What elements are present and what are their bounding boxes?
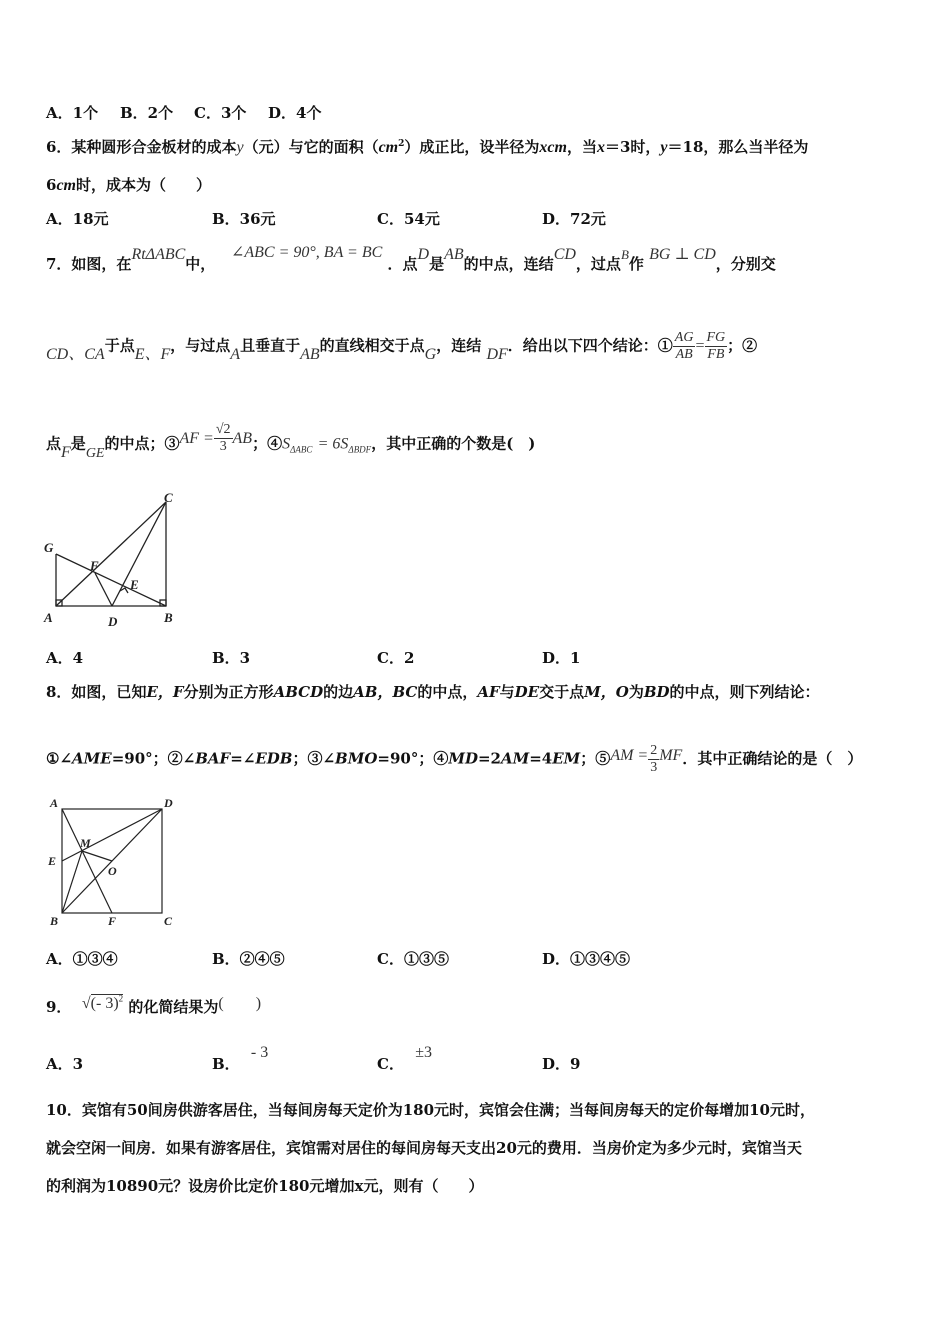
q7-text: ．给出以下四个结论：①: [507, 336, 673, 355]
q9-radicand: (- 3): [90, 995, 119, 1012]
q7-line2: [46, 330, 757, 363]
q8-fig-seg-af: [62, 809, 112, 913]
q7-point-g: G: [424, 345, 437, 363]
q7-frac2-den: FB: [707, 347, 725, 362]
q9-option-a: A．3: [46, 1055, 84, 1073]
q6-xcm: xcm: [539, 139, 567, 156]
q7-frac1-num: AG: [674, 330, 694, 345]
q7-af: AF =: [179, 429, 214, 447]
q7-text: ，其中正确的个数是( ): [371, 434, 536, 453]
q6-line2: [46, 174, 211, 195]
q6-text: ＝3时，: [604, 138, 661, 156]
q8-text: =90°；④: [377, 749, 449, 768]
q6-option-c: C．54元: [377, 210, 440, 228]
q7-text: 于点: [104, 336, 135, 355]
q8-points-mo: M，O: [584, 683, 629, 701]
q9-option-c-value: ±3: [415, 1044, 432, 1061]
q8-fraction-2-3: [648, 743, 659, 776]
q7-points-ef: E、F: [134, 345, 171, 363]
q8-option-c: C．①③⑤: [377, 950, 449, 968]
q8-text: ．其中正确结论的是（ ）: [682, 749, 863, 768]
q8-text: 的中点，则下列结论：: [669, 683, 820, 701]
q6-text: （元）与它的面积（: [243, 138, 379, 156]
q8-text: 为: [628, 683, 644, 701]
q7-text: 且垂直于: [240, 336, 301, 355]
q6-option-d: D．72元: [542, 210, 606, 228]
q7-seg-cd-ca: CD、CA: [46, 345, 105, 363]
q8-option-d: D．①③④⑤: [542, 950, 631, 968]
q7-fraction-fg-fb: [705, 330, 728, 363]
q8-seg-af: AF: [477, 683, 500, 701]
q8-fig-label-a: A: [50, 796, 59, 810]
q5-option-b: B．2个: [120, 104, 174, 122]
q8-angle-ame: AME: [72, 749, 112, 768]
q7-text: ，过点: [575, 255, 621, 273]
q7-frac2-num: FG: [706, 330, 726, 345]
q9-text: 9．: [46, 998, 72, 1016]
q8-fig-label-b: B: [50, 914, 59, 928]
q6-text: 6．某种圆形合金板材的成本: [46, 138, 237, 156]
q8-fig-label-o: O: [108, 864, 117, 878]
q7-seg-ab: AB: [232, 429, 253, 447]
q10-line1: 10．宾馆有50间房供游客居住，当每间房每天定价为180元时，宾馆会住满；当每间房每天的定价每增加10元时，: [46, 1101, 815, 1119]
q5-option-d: D．4个: [268, 104, 322, 122]
q7-seg-ab: AB: [444, 246, 464, 263]
q9-option-b: [212, 1044, 269, 1074]
q9-line: [46, 994, 261, 1017]
q8-sides: AB，BC: [353, 683, 418, 701]
q8-fig-label-d: D: [164, 796, 173, 810]
q7-text: 的直线相交于点: [319, 336, 425, 355]
q7-text: ，与过点: [170, 336, 231, 355]
q7-text: 的中点，连结: [463, 255, 554, 273]
q8-fig-label-m: M: [80, 836, 91, 850]
q9-option-c: [377, 1044, 432, 1074]
q7-text: 7．如图，在: [46, 255, 132, 273]
q7-seg-df: DF: [486, 345, 508, 363]
q7-area-s: S: [282, 435, 291, 453]
q7-point-b: B: [620, 247, 629, 262]
q7-condition: ∠ABC = 90°, BA = BC: [230, 244, 383, 261]
q8-text: 8．如图，已知: [46, 683, 147, 701]
q8-text: =2: [477, 749, 501, 768]
q8-points-ef: E，F: [146, 683, 184, 701]
q9-option-b-label: B．: [212, 1055, 240, 1073]
q8-line1: [46, 681, 820, 702]
q7-fig-label-b: B: [164, 610, 173, 625]
q7-fig-seg-ac: [56, 502, 166, 606]
q7-fig-label-f: F: [90, 558, 99, 573]
q7-text: 是: [70, 434, 86, 453]
q7-bg-perp: BG ⊥ CD: [649, 246, 716, 263]
q7-fig-label-e: E: [130, 577, 139, 592]
q8-fig-label-f: F: [108, 914, 117, 928]
q6-text: ，当: [566, 138, 597, 156]
q8-text: 分别为正方形: [183, 683, 274, 701]
q7-text: 作: [628, 255, 644, 273]
q6-unit: cm: [56, 177, 76, 194]
q7-eq6: = 6S: [317, 435, 349, 453]
q7-line3: [46, 422, 536, 461]
q9-sup: 2: [118, 993, 124, 1004]
q9-sqrt-icon: √: [81, 995, 91, 1012]
q9-sqrt-expression: [82, 995, 123, 1012]
q6-sup: 2: [398, 139, 405, 149]
q6-text: ）成正比，设半径为: [404, 138, 540, 156]
q9-paren: ( ): [218, 995, 262, 1012]
q6-line1: [46, 136, 808, 157]
q8-text: 与: [499, 683, 515, 701]
q7-point-a: A: [230, 345, 241, 363]
q10-line3: 的利润为10890元？设房价比定价180元增加x元，则有（ ）: [46, 1177, 484, 1195]
q7-seg-ab: AB: [300, 345, 320, 363]
q9-option-b-value: - 3: [250, 1044, 269, 1061]
q7-text: 点: [46, 434, 62, 453]
q8-fig-seg-ed: [62, 809, 162, 861]
q7-fraction-ag-ab: [673, 330, 696, 363]
q8-fig-seg-bm: [62, 851, 82, 913]
q10-line2: 就会空闲一间房．如果有游客居住，宾馆需对居住的每间房每天支出20元的费用．当房价定为多少元时，宾馆当天: [46, 1139, 802, 1157]
q9-option-d: D．9: [542, 1055, 581, 1073]
q7-fig-label-d: D: [108, 614, 118, 629]
q7-sub-bdf: ΔBDF: [348, 444, 372, 455]
q8-text: ①∠: [46, 749, 73, 768]
q7-option-d: D．1: [542, 649, 581, 667]
q6-option-a: A．18元: [46, 210, 109, 228]
q9-text: 的化简结果为: [128, 998, 219, 1016]
q7-text: ；④: [252, 434, 283, 453]
q8-figure: [42, 795, 182, 930]
q8-text: 的边: [323, 683, 354, 701]
q7-frac1-den: AB: [675, 347, 693, 362]
q7-seg-cd: CD: [553, 246, 576, 263]
q8-angle-bmo: BMO: [335, 749, 378, 768]
q8-option-b: B．②④⑤: [212, 950, 285, 968]
q8-text: =4: [529, 749, 553, 768]
q7-point-d: D: [417, 246, 430, 263]
q7-option-c: C．2: [377, 649, 415, 667]
q7-seg-ge: GE: [85, 445, 105, 461]
q7-text: ，分别交: [715, 255, 776, 273]
q7-fig-label-g: G: [44, 540, 54, 555]
q5-option-c: C．3个: [194, 104, 247, 122]
q6-text: ＝18，那么当半径为: [667, 138, 809, 156]
q8-seg-md: MD: [448, 749, 478, 768]
q7-text: 是: [429, 255, 445, 273]
q8-frac-num: 2: [650, 743, 658, 758]
q9-option-c-label: C．: [377, 1055, 404, 1073]
q7-fig-label-c: C: [164, 490, 173, 505]
q8-seg-de: DE: [514, 683, 540, 701]
q8-mf: MF: [659, 746, 683, 764]
q7-three: 3: [219, 439, 227, 454]
q8-angle-baf: BAF: [195, 749, 231, 768]
q8-am: AM =: [610, 746, 649, 764]
q6-option-b: B．36元: [212, 210, 276, 228]
q8-square: ABCD: [273, 683, 324, 701]
q7-fig-seg-df: [95, 573, 112, 606]
q8-angle-edb: EDB: [255, 749, 293, 768]
q8-option-a: A．①③④: [46, 950, 118, 968]
q5-option-a: A．1个: [46, 104, 99, 122]
q8-line2: [46, 743, 862, 776]
q7-point-f: F: [61, 443, 71, 461]
q7-fraction-sqrt2-3: [214, 422, 233, 455]
q8-frac-den: 3: [650, 760, 658, 775]
q7-sqrt2: √2: [215, 422, 231, 437]
q8-text: 的中点，: [417, 683, 478, 701]
q6-unit: cm: [378, 139, 399, 156]
q8-seg-em: EM: [552, 749, 581, 768]
q7-rt-triangle: RtΔABC: [131, 246, 186, 263]
q6-var-x: x: [596, 139, 605, 156]
q7-text: ．点: [387, 255, 418, 273]
q8-fig-label-e: E: [48, 854, 57, 868]
q8-text: =∠: [230, 749, 256, 768]
q8-seg-am: AM: [500, 749, 530, 768]
q6-text: 6: [46, 176, 57, 194]
q6-text: 时，成本为（ ）: [75, 176, 211, 194]
q8-text: =90°；②∠: [111, 749, 196, 768]
q7-sub-abc: ΔABC: [290, 444, 313, 455]
q7-line1: [46, 244, 776, 274]
q6-var-y2: y: [660, 139, 668, 156]
q7-fig-seg-gb: [56, 554, 166, 606]
q7-text: 的中点；③: [104, 434, 180, 453]
q8-text: ；③∠: [292, 749, 336, 768]
q6-var-y: y: [236, 139, 244, 156]
q8-seg-bd: BD: [643, 683, 670, 701]
q8-text: 交于点: [539, 683, 585, 701]
q8-fig-label-c: C: [164, 914, 173, 928]
q7-option-a: A．4: [46, 649, 84, 667]
q7-text: 中，: [185, 255, 216, 273]
q8-text: ；⑤: [580, 749, 611, 768]
q7-option-b: B．3: [212, 649, 251, 667]
q7-fig-label-a: A: [44, 610, 53, 625]
q7-text: ，连结: [436, 336, 482, 355]
q7-equals: =: [695, 337, 705, 355]
q7-figure: [40, 488, 190, 630]
q7-text: ；②: [727, 336, 758, 355]
q9-radicand-wrap: [91, 994, 123, 1012]
